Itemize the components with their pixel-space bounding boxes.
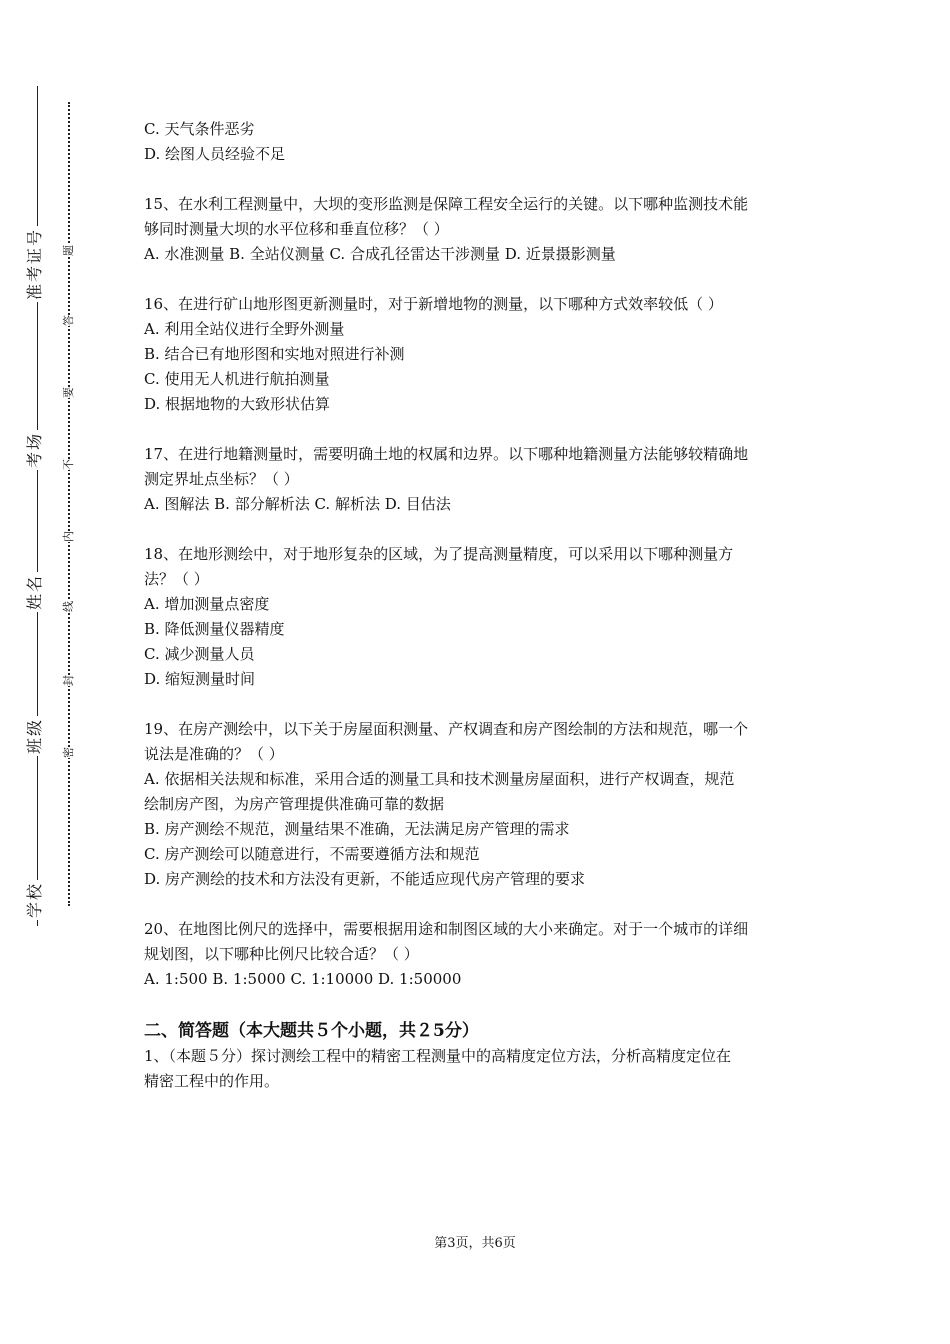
option-line: A. 图解法 B. 部分解析法 C. 解析法 D. 目估法	[144, 495, 451, 513]
option-line: C. 天气条件恶劣	[144, 120, 255, 138]
question-stem: 测定界址点坐标？（ ）	[144, 470, 299, 488]
question-stem: 规划图，以下哪种比例尺比较合适？（ ）	[144, 945, 419, 963]
seal-char: 不	[62, 459, 75, 470]
exam-content	[144, 117, 814, 1094]
option-line: D. 绘图人员经验不足	[144, 145, 286, 163]
field-label-exam-number: 准考证号	[25, 227, 44, 300]
seal-char: 题	[62, 245, 75, 256]
option-line: C. 使用无人机进行航拍测量	[144, 370, 330, 388]
binding-dotted-line	[68, 102, 70, 906]
question-16	[144, 292, 814, 417]
seal-char: 密	[62, 747, 75, 758]
question-18	[144, 542, 814, 692]
short-answer-q1: 1、（本题５分）探讨测绘工程中的精密工程测量中的高精度定位方法，分析高精度定位在	[144, 1047, 732, 1065]
option-line: D. 根据地物的大致形状估算	[144, 395, 331, 413]
option-line: 绘制房产图，为房产管理提供准确可靠的数据	[144, 795, 445, 813]
option-line: C. 房产测绘可以随意进行，不需要遵循方法和规范	[144, 845, 480, 863]
seal-char: 线	[62, 601, 75, 612]
question-15	[144, 192, 814, 267]
question-stem: 够同时测量大坝的水平位移和垂直位移？（ ）	[144, 220, 449, 238]
seal-char: 要	[62, 387, 75, 398]
question-20	[144, 917, 814, 992]
option-line: B. 房产测绘不规范，测量结果不准确，无法满足房产管理的需求	[144, 820, 570, 838]
section-heading: 二、简答题（本大题共５个小题，共２5分）	[144, 1021, 479, 1041]
page-footer: 第3页，共6页	[434, 1236, 516, 1251]
binding-solid-line	[37, 86, 38, 926]
question-stem: 20、在地图比例尺的选择中，需要根据用途和制图区域的大小来确定。对于一个城市的详细	[144, 920, 749, 938]
question-stem: 法？（ ）	[144, 570, 209, 588]
short-answer-q1: 精密工程中的作用。	[144, 1072, 280, 1090]
option-line: A. 1:500 B. 1:5000 C. 1:10000 D. 1:50000	[144, 970, 462, 988]
question-stem: 说法是准确的？（ ）	[144, 745, 284, 763]
option-line: A. 水准测量 B. 全站仪测量 C. 合成孔径雷达干涉测量 D. 近景摄影测量	[144, 245, 616, 263]
option-line: A. 利用全站仪进行全野外测量	[144, 320, 345, 338]
field-label-exam-room: 考场	[25, 431, 44, 468]
question-17	[144, 442, 814, 517]
option-line: D. 缩短测量时间	[144, 670, 256, 688]
option-line: A. 依据相关法规和标准，采用合适的测量工具和技术测量房屋面积，进行产权调查，规范	[144, 770, 735, 788]
option-line: D. 房产测绘的技术和方法没有更新，不能适应现代房产管理的要求	[144, 870, 586, 888]
option-line: B. 降低测量仪器精度	[144, 620, 285, 638]
question-stem: 15、在水利工程测量中，大坝的变形监测是保障工程安全运行的关键。以下哪种监测技术能	[144, 195, 749, 213]
question-19	[144, 717, 814, 892]
question-stem: 18、在地形测绘中，对于地形复杂的区域，为了提高测量精度，可以采用以下哪种测量方	[144, 545, 734, 563]
option-line: A. 增加测量点密度	[144, 595, 270, 613]
question-stem: 19、在房产测绘中，以下关于房屋面积测量、产权调查和房产图绘制的方法和规范，哪一个	[144, 720, 749, 738]
field-label-school: 学校	[25, 881, 44, 918]
seal-char: 内	[62, 531, 75, 542]
option-line: B. 结合已有地形图和实地对照进行补测	[144, 345, 405, 363]
field-label-class: 班级	[25, 717, 44, 754]
option-line: C. 减少测量人员	[144, 645, 255, 663]
question-stem: 17、在进行地籍测量时，需要明确土地的权属和边界。以下哪种地籍测量方法能够较精确地	[144, 445, 749, 463]
field-label-name: 姓名	[25, 573, 44, 610]
seal-char: 答	[62, 315, 75, 326]
question-stem: 16、在进行矿山地形图更新测量时，对于新增地物的测量，以下哪种方式效率较低（ ）	[144, 295, 723, 313]
seal-char: 封	[62, 675, 75, 686]
